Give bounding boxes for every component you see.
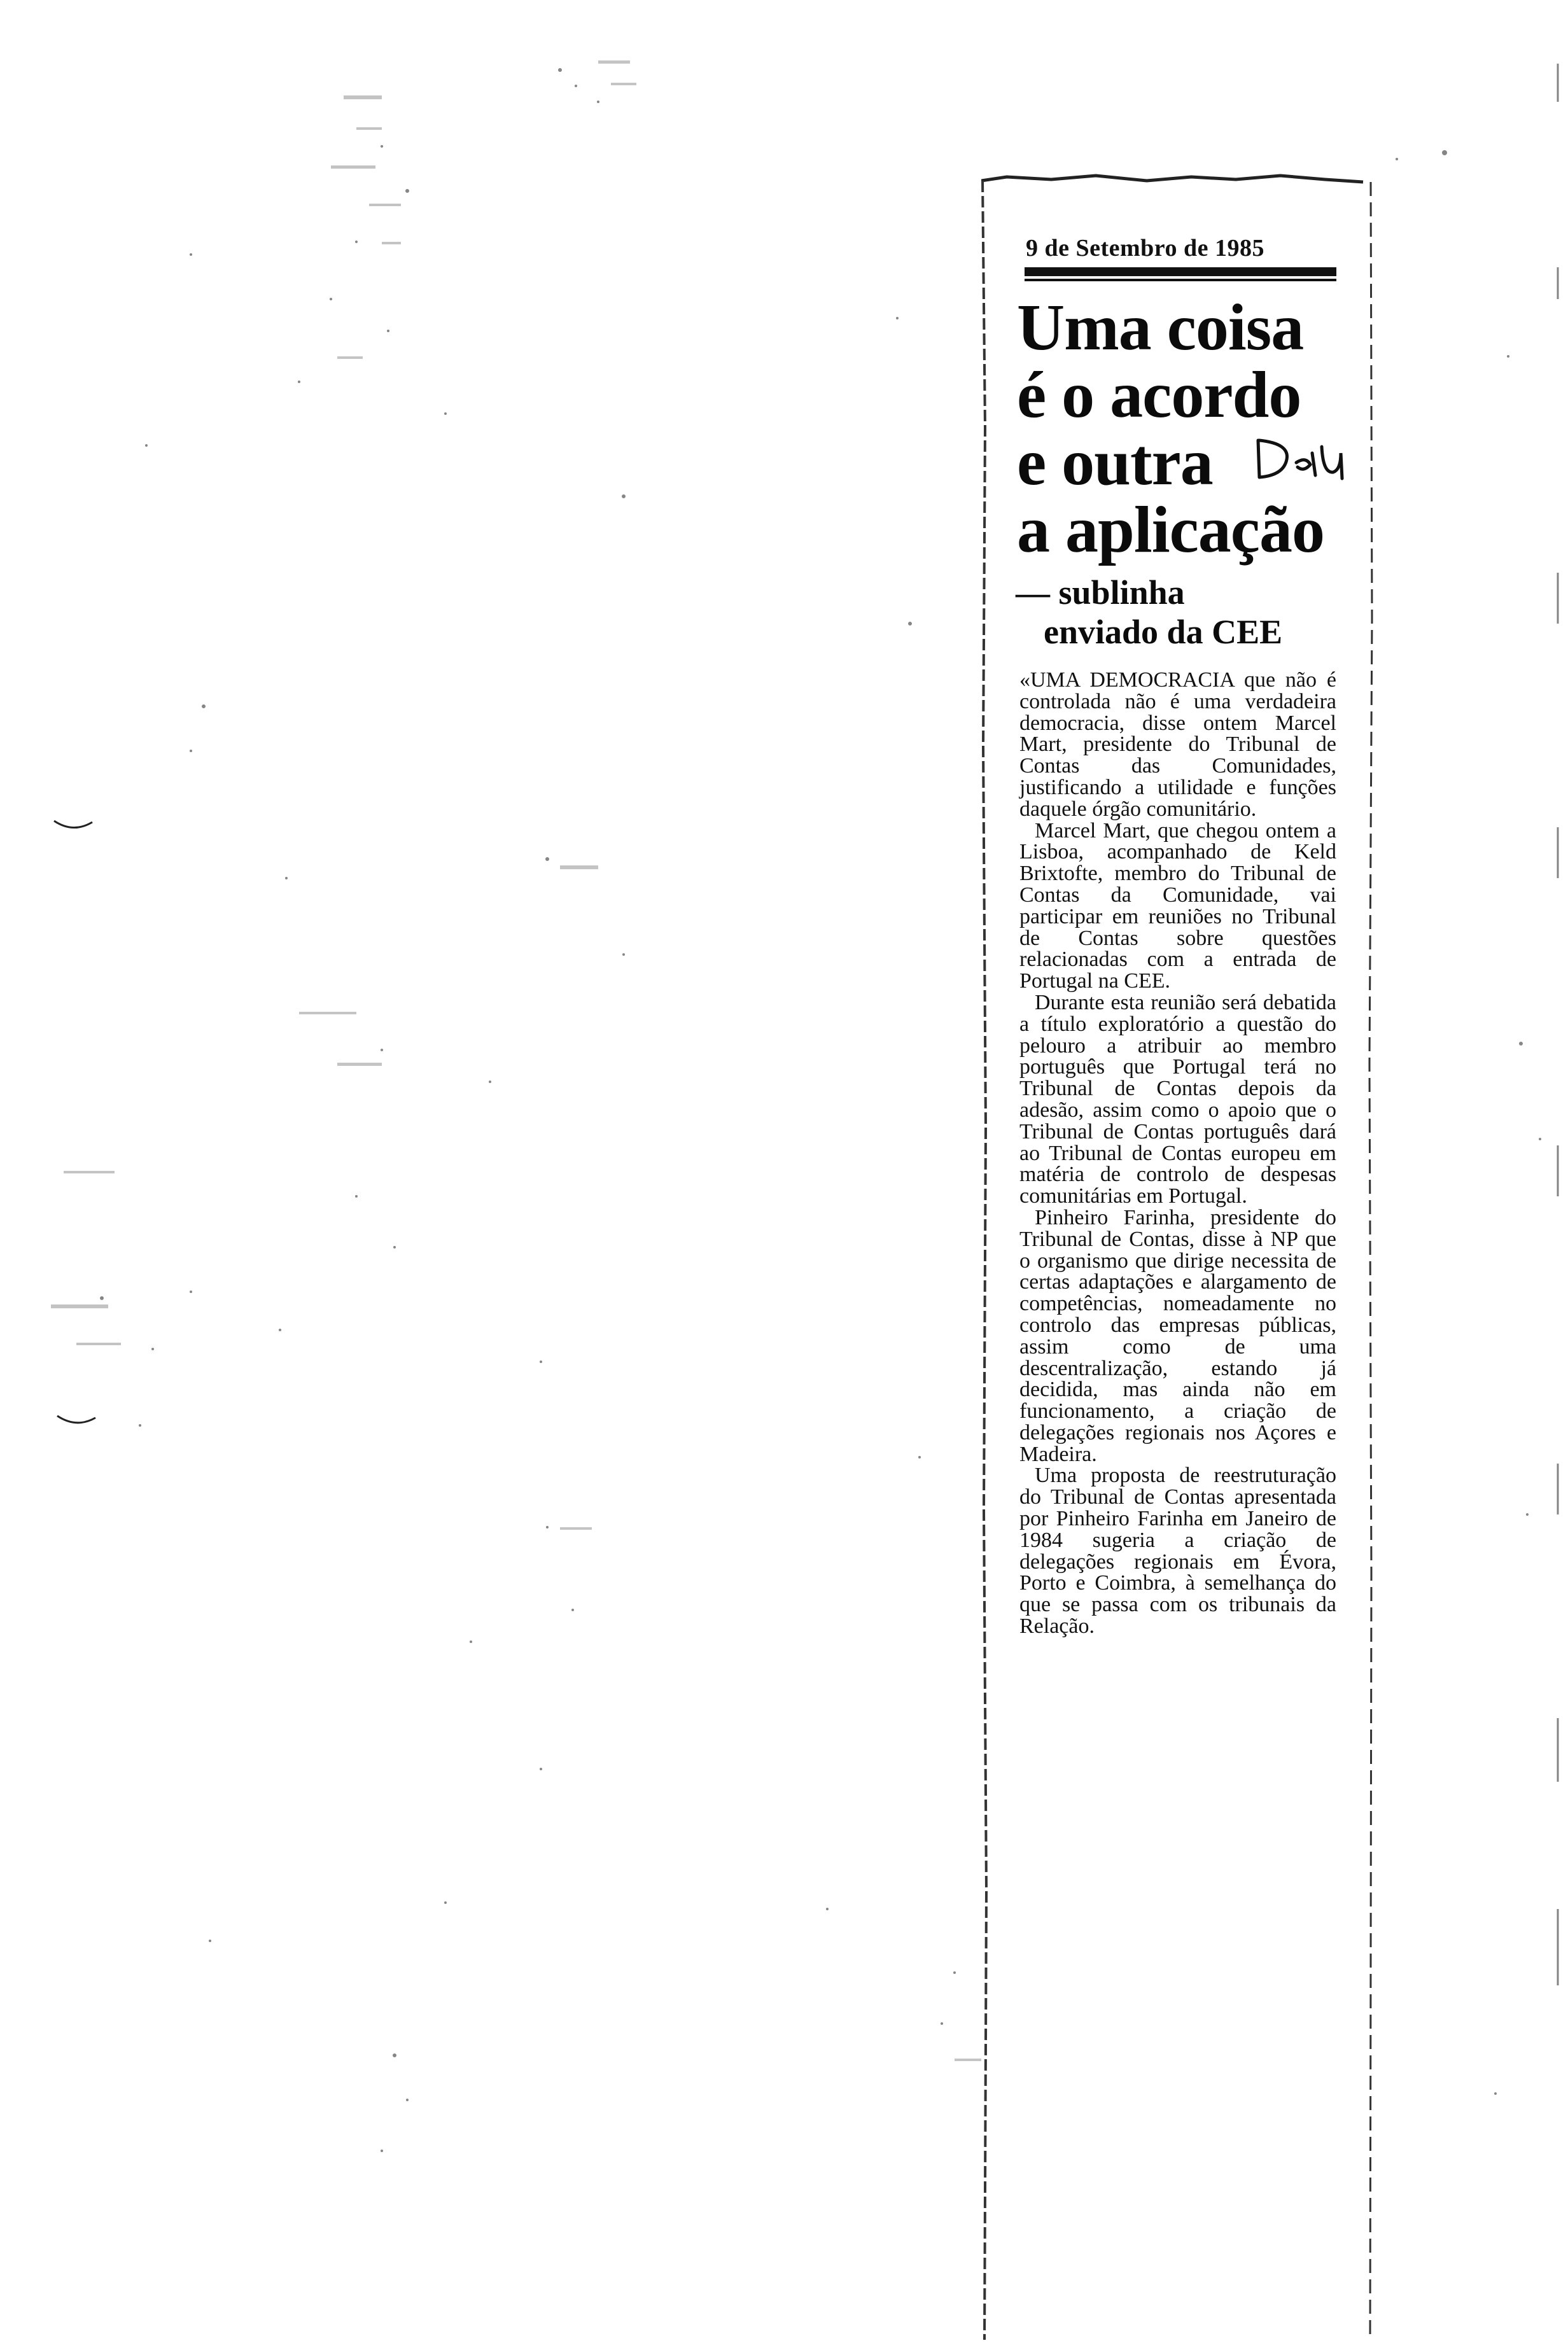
header-rule-thin: [1025, 279, 1336, 281]
article-date: 9 de Setembro de 1985: [1026, 235, 1264, 262]
article-body: [1019, 669, 1336, 1637]
newspaper-clipping: [981, 173, 1379, 2340]
paragraph-3: Durante esta reunião será debatida a título exploratório a questão do pelouro a atribuir ao membro português que Portugal terá no Tribunal de Contas depois da adesão, assim como o apoio que o Tribunal de Contas português dará ao Tribunal de Contas europeu em matéria de controlo de despesas comunitárias em Portugal.: [1019, 990, 1336, 1208]
headline-line-2: é o acordo: [1017, 358, 1301, 431]
paragraph-4: Pinheiro Farinha, presidente do Tribunal de Contas, disse à NP que o organismo que dirige necessita de certas adaptações e alargamento de competências, nomeadamente no controlo das empresas públicas, assim como de uma descentralização, estando já decidida, mas ainda não em funcionamento, a criação de delegações regionais nos Açores e Madeira.: [1019, 1205, 1336, 1466]
handwritten-initials-mark: [1252, 428, 1354, 485]
paragraph-2: Marcel Mart, que chegou ontem a Lisboa, acompanhado de Keld Brixtofte, membro do Tribunal de Contas da Comunidade, vai participar em reuniões no Tribunal de Contas sobre questões relacionadas com a entrada de Portugal na CEE.: [1019, 818, 1336, 993]
header-rule-thick: [1025, 267, 1336, 276]
subhead-line-2: enviado da CEE: [1044, 613, 1283, 651]
article-subhead: [1016, 573, 1372, 652]
paragraph-5: Uma proposta de reestruturação do Tribunal de Contas apresentada por Pinheiro Farinha em Janeiro de 1984 sugeria a criação de delegações regionais em Évora, Porto e Coimbra, à semelhança do que se passa com os tribunais da Relação.: [1019, 1464, 1336, 1639]
subhead-line-1: — sublinha: [1016, 573, 1185, 612]
paragraph-1: «UMA DEMOCRACIA que não é controlada não é uma verdadeira democracia, disse ontem Marcel Mart, presidente do Tribunal de Contas das Comunidades, justificando a utilidade e funções daquele órgão comunitário.: [1019, 668, 1336, 821]
headline-line-3: e outra: [1017, 426, 1213, 499]
headline-line-4: a aplicação: [1017, 493, 1324, 566]
headline-line-1: Uma coisa: [1017, 291, 1304, 364]
